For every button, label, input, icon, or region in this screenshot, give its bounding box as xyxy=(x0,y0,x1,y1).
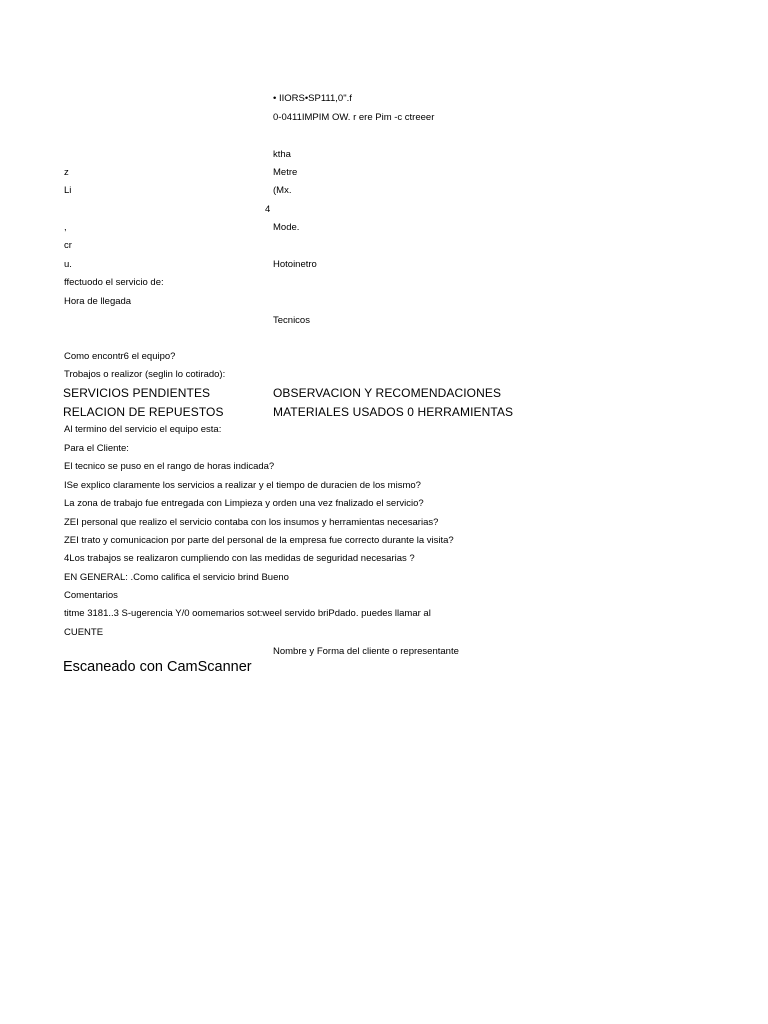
field-mode: Mode. xyxy=(273,222,300,233)
hora-llegada-label: Hora de llegada xyxy=(64,296,132,307)
relacion-repuestos-heading: RELACION DE REPUESTOS xyxy=(63,405,224,419)
field-mx: (Mx. xyxy=(273,185,292,196)
sugerencia-line: titme 3181..3 S-ugerencia Y/0 oomemarios sot:weel servido briPdado. puedes llamar al xyxy=(64,608,431,619)
para-cliente-label: Para el Cliente: xyxy=(64,443,129,454)
nombre-firma-label: Nombre y Forma del cliente o representante xyxy=(273,646,459,657)
comentarios-label: Comentarios xyxy=(64,590,118,601)
center-mark: 4 xyxy=(265,204,271,215)
survey-question: ZEI trato y comunicacion por parte del personal de la empresa fue correcto durante la visita? xyxy=(64,535,454,546)
trabajos-label: Trobajos o realizor (seglin lo cotirado): xyxy=(64,369,226,380)
observacion-heading: OBSERVACION Y RECOMENDACIONES xyxy=(273,386,502,400)
header-line-1: • IIORS•SP111,0".f xyxy=(273,93,352,104)
survey-question: 4Los trabajos se realizaron cumpliendo con las medidas de seguridad necesarias ? xyxy=(64,553,415,564)
field-li: Li xyxy=(64,185,72,196)
field-cr: cr xyxy=(64,240,72,251)
al-termino-label: Al termino del servicio el equipo esta: xyxy=(64,424,222,435)
field-hotoinetro: Hotoinetro xyxy=(273,259,317,270)
survey-question: ZEI personal que realizo el servicio contaba con los insumos y herramientas necesarias? xyxy=(64,517,439,528)
field-metre: Metre xyxy=(273,167,298,178)
general-rating: EN GENERAL: .Como califica el servicio brind Bueno xyxy=(64,572,289,583)
survey-question: El tecnico se puso en el rango de horas indicada? xyxy=(64,461,275,472)
tecnicos-label: Tecnicos xyxy=(273,315,310,326)
servicios-pendientes-heading: SERVICIOS PENDIENTES xyxy=(63,386,211,400)
camscanner-watermark: Escaneado con CamScanner xyxy=(63,659,252,675)
como-encontro-label: Como encontr6 el equipo? xyxy=(64,351,176,362)
field-u: u. xyxy=(64,259,72,270)
field-ktha: ktha xyxy=(273,149,291,160)
field-z: z xyxy=(64,167,69,178)
survey-question: ISe explico claramente los servicios a realizar y el tiempo de duracien de los mismo? xyxy=(64,480,421,491)
field-comma: , xyxy=(64,222,67,233)
cliente-label: CUENTE xyxy=(64,627,104,638)
materiales-heading: MATERIALES USADOS 0 HERRAMIENTAS xyxy=(273,405,514,419)
efectuado-label: ffectuodo el servicio de: xyxy=(64,277,164,288)
header-line-2: 0-0411IMPIM OW. r ere Pim -c ctreeer xyxy=(273,112,435,123)
survey-question: La zona de trabajo fue entregada con Limpieza y orden una vez fnalizado el servicio? xyxy=(64,498,424,509)
